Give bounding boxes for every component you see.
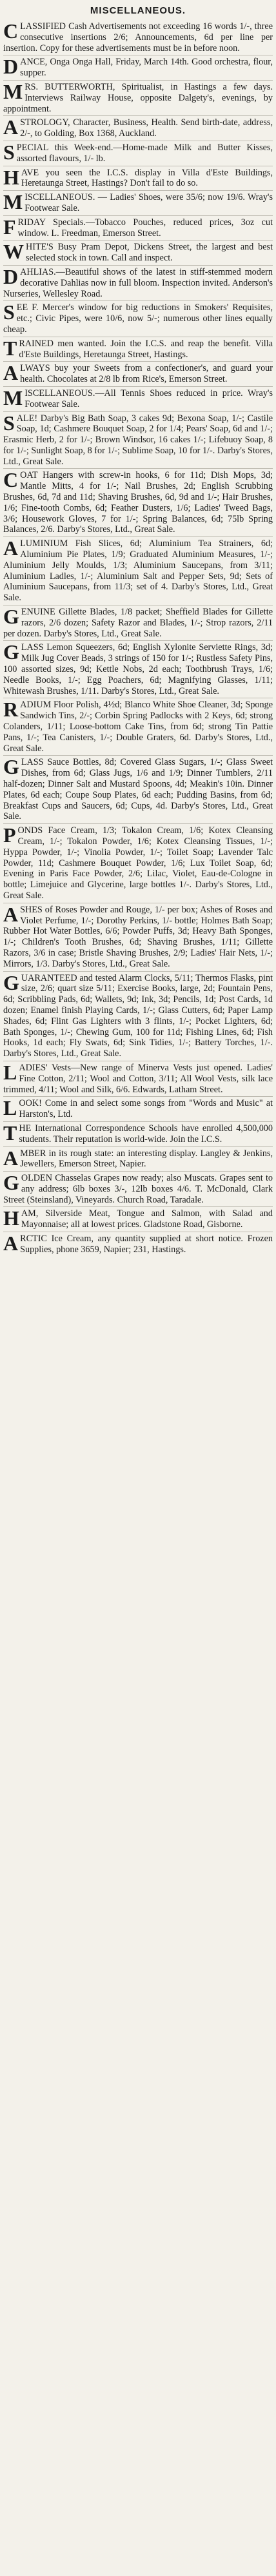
ad-text: STROLOGY, Character, Business, Health. Send birth-date, address, 2/-, to Golding, Box 1368, Auckland. <box>20 117 273 139</box>
ad-initial-letter: S <box>3 411 15 435</box>
classified-ad <box>3 141 273 166</box>
ad-initial-letter: D <box>3 264 19 288</box>
classified-ad <box>3 361 273 386</box>
ad-initial-letter: G <box>3 755 19 779</box>
classified-ad <box>3 115 273 141</box>
classified-ad <box>3 1096 273 1121</box>
ad-text: EE F. Mercer's window for big reductions in Smokers' Requisites, etc.; Civic Pipes, were 10/6, now 5/-; numerous other lines equally cheap. <box>3 302 273 335</box>
classified-ad <box>3 1121 273 1146</box>
ad-initial-letter: P <box>3 823 16 847</box>
ad-text: ISCELLANEOUS.—All Tennis Shoes reduced in price. Wray's Footwear Sale. <box>25 388 273 409</box>
ad-initial-letter: L <box>3 1096 17 1120</box>
ad-text: ONDS Face Cream, 1/3; Tokalon Cream, 1/6; Kotex Cleansing Cream, 1/-; Tokalon Powder, 1/6; Kotex Cleansing Tissues, 1/-; Hyppa Powder, 1/-; Vinolia Powder, 1/-; Toilet Soap; Lavender Talc Powder, 11d; Cashmere Bouquet Powder, 1/6; Lux Toilet Soap, 6d; Evening in Paris Face Powder, 2/6; Lilac, Violet, Eau-de-Cologne in bottle; Limejuice and Glycerine, large bottles 1/-. Darby's Stores, Ltd., Great Sale. <box>3 825 273 901</box>
ad-text: LWAYS buy your Sweets from a confectioner's, and guard your health. Chocolates at 2/8 lb from Rice's, Emerson Street. <box>20 363 273 385</box>
classified-ad <box>3 240 273 265</box>
classified-ad <box>3 1171 273 1206</box>
ad-initial-letter: L <box>3 1060 17 1084</box>
classified-ad <box>3 640 273 698</box>
ad-text: LASSIFIED Cash Advertisements not exceeding 16 words 1/-, three consecutive insertions 2/6; Announcements, 6d per line per insertion. Copy for these advertisements must be in before noon. <box>3 21 273 54</box>
classified-ad <box>3 536 273 605</box>
ad-text: UARANTEED and tested Alarm Clocks, 5/11; Thermos Flasks, pint size, 2/6; quart size 5/11; Exercise Books, large, 2d; Fountain Pens, 6d; Scribbling Pads, 6d; Wallets, 9d; Ink, 3d; Pencils, 1d; Post Cards, 1d dozen; Enamel finish Playing Cards, 1/-; Glass Cutters, 6d; Paper Lamp Shades, 6d; Flint Gas Lighters with 3 flints, 1/-; Pocket Lighters, 6d; Bath Sponges, 1/-; Chewing Gum, 100 for 11d; Fishing Lines, 6d; Fish Hooks, 1d each; Fly Swats, 6d; Sink Tidies, 1/-; Battery Torches, 1/-. Darby's Stores, Ltd., Great Sale. <box>3 972 273 1059</box>
ad-initial-letter: F <box>3 215 16 239</box>
ad-text: HITE'S Busy Pram Depot, Dickens Street, the largest and best selected stock in town. Call and inspect. <box>26 242 273 264</box>
ad-initial-letter: T <box>3 1121 17 1145</box>
classified-ad <box>3 215 273 241</box>
classified-ad <box>3 1232 273 1257</box>
classified-ad <box>3 1061 273 1096</box>
ad-text: SHES of Roses Powder and Rouge, 1/- per box; Ashes of Roses and Violet Perfume, 1/-; Dorothy Perkins, 1/- bottle; Holmes Bath Soap; Rubber Hot Water Bottles, 6/6; Powder Puffs, 3d; Heavy Bath Sponges, 1/-; Children's Tooth Brushes, 6d; Shaving Brushes, 1/11; Gillette Razors, 3/6 in case; Bristle Shaving Brushes, 2/9; Ladies' Hair Nets, 1/-; Mirrors, 1/3. Darby's Stores, Ltd., Great Sale. <box>3 904 273 969</box>
classified-ad <box>3 337 273 362</box>
ad-text: ADIUM Floor Polish, 4½d; Blanco White Shoe Cleaner, 3d; Sponge Sandwich Tins, 2/-; Corbin Spring Padlocks with 2 Keys, 6d; strong Colanders, 1/11; Loose-bottom Cake Tins, from 6d; strong Tin Pattie Pans, 1/-; Tea Canisters, 1/-; Double Graters, 6d. Darby's Stores, Ltd., Great Sale. <box>3 700 273 754</box>
ad-initial-letter: G <box>3 1171 19 1195</box>
ad-text: RIDAY Specials.—Tobacco Pouches, reduced prices, 3oz cut window. L. Freedman, Emerson Street. <box>17 217 273 239</box>
ad-initial-letter: S <box>3 140 15 164</box>
ad-text: LASS Sauce Bottles, 8d; Covered Glass Sugars, 1/-; Glass Sweet Dishes, from 6d; Glass Jugs, 1/6 and 1/9; Dinner Tumblers, 2/11 half-dozen; Dinner Salt and Mustard Spoons, 4d; Meakin's 10in. Dinner Plates, 6d each; Coupe Soup Plates, 6d each; Pudding Basins, from 6d; Breakfast Cups and Saucers, 6d; Cups, 4d. Darby's Stores, Ltd., Great Sale. <box>3 757 273 822</box>
classified-ad <box>3 823 273 903</box>
ad-text: ISCELLANEOUS. — Ladies' Shoes, were 35/6; now 19/6. Wray's Footwear Sale. <box>25 192 273 213</box>
classified-ad <box>3 166 273 191</box>
classified-ad <box>3 55 273 80</box>
ad-text: OOK! Come in and select some songs from "Words and Music" at Harston's, Ltd. <box>19 1098 273 1120</box>
ad-initial-letter: A <box>3 1232 19 1255</box>
ad-text: AVE you seen the I.C.S. display in Villa d'Este Buildings, Heretaunga Street, Hastings? Don't fail to do so. <box>21 167 273 189</box>
classified-ad <box>3 903 273 971</box>
ad-initial-letter: A <box>3 1146 19 1170</box>
ad-initial-letter: G <box>3 640 19 664</box>
ad-text: OLDEN Chasselas Grapes now ready; also Muscats. Grapes sent to any address; 6lb boxes 3/-, 12lb boxes 4/6. T. McDonald, Clark Street (Steinsland), Vineyards. Church Road, Taradale. <box>3 1173 273 1205</box>
section-heading: MISCELLANEOUS. <box>90 5 186 16</box>
ad-initial-letter: C <box>3 468 19 492</box>
ad-text: PECIAL this Week-end.—Home-made Milk and Butter Kisses, assorted flavours, 1/- lb. <box>16 142 273 164</box>
ad-text: OAT Hangers with screw-in hooks, 6 for 11d; Dish Mops, 3d; Mantle Mitts, 4 for 1/-; Nail Brushes, 2d; English Scrubbing Brushes, 6d, 7d and 11d; Shaving Brushes, 6d, 9d and 1/-; Hair Brushes, 1/6; Fine-tooth Combs, 6d; Feather Dusters, 1/6; Ladies' Tweed Bags, 3/6; Housework Gloves, 7 for 1/-; Spring Balances, 6d; 75lb Spring Balances, 2/6. Darby's Stores, Ltd., Great Sale. <box>3 470 273 535</box>
ad-text: RS. BUTTERWORTH, Spiritualist, in Hastings a few days. Interviews Railway House, opposite Dalgety's, evenings, by appointment. <box>3 81 273 114</box>
ad-text: HE International Correspondence Schools have enrolled 4,500,000 students. Their reputation is world-wide. Join the I.C.S. <box>19 1123 273 1145</box>
ad-text: LASS Lemon Squeezers, 6d; English Xylonite Serviette Rings, 3d; Milk Jug Cover Beads, 3 strings of 150 for 1/-; Rustless Safety Pins, 100 assorted sizes, 9d; Kettle Nobs, 2d each; Toothbrush Trays, 1/6; Needle Books, 1/-; Egg Poachers, 6d; Magnifying Glasses, 1/11; Whitewash Brushes, 1/11. Darby's Stores, Ltd., Great Sale. <box>3 642 273 696</box>
ad-text: ALE! Darby's Big Bath Soap, 3 cakes 9d; Bexona Soap, 1/-; Castile Soap, 1d; Cashmere Bouquet Soap, 2 for 1/4; Pears' Soap, 6d and 1/-; Erasmic Herb, 2 for 1/-; Brown Windsor, 16 cakes 1/-; Lifebuoy Soap, 8 for 1/-; Sunlight Soap, 8 for 1/-; Sublime Soap, 10 for 1/-. Darby's Stores, Ltd., Great Sale. <box>3 413 273 467</box>
ad-initial-letter: H <box>3 165 19 189</box>
ad-initial-letter: M <box>3 79 23 103</box>
classified-ad <box>3 1146 273 1172</box>
ad-initial-letter: H <box>3 1206 19 1230</box>
classified-ad <box>3 190 273 215</box>
ad-text: ENUINE Gillette Blades, 1/8 packet; Sheffield Blades for Gillette razors, 2/6 dozen; Safety Razor and Blades, 1/-; Strop razors, 2/11 per dozen. Darby's Stores, Ltd., Great Sale. <box>3 607 273 639</box>
ad-initial-letter: D <box>3 55 19 79</box>
classified-ad <box>3 1206 273 1232</box>
classified-ad <box>3 411 273 469</box>
classified-ad <box>3 468 273 536</box>
ad-text: AHLIAS.—Beautiful shows of the latest in stiff-stemmed modern decorative Dahlias now in full bloom. Inspection invited. Anderson's Nurseries, Wellesley Road. <box>3 266 273 299</box>
ad-text: ANCE, Onga Onga Hall, Friday, March 14th. Good orchestra, flour, supper. <box>20 57 273 79</box>
ad-initial-letter: S <box>3 300 15 324</box>
classified-ads-list <box>3 20 273 1257</box>
ad-text: ADIES' Vests—New range of Minerva Vests just opened. Ladies' Fine Cotton, 2/11; Wool and Cotton, 3/11; All Wool Vests, silk lace trimmed, 4/11; Wool and Silk, 6/6. Edwards, Latham Street. <box>3 1062 273 1095</box>
ad-text: RCTIC Ice Cream, any quantity supplied at short notice. Frozen Supplies, phone 3659, Napier; 231, Hastings. <box>20 1234 273 1255</box>
ad-initial-letter: G <box>3 605 19 629</box>
classified-ad <box>3 971 273 1061</box>
ad-initial-letter: W <box>3 240 24 264</box>
ad-initial-letter: M <box>3 386 23 409</box>
ad-initial-letter: A <box>3 361 19 385</box>
classified-ad <box>3 265 273 300</box>
ad-text: RAINED men wanted. Join the I.C.S. and reap the benefit. Villa d'Este Buildings, Heretaunga Street, Hastings. <box>19 338 273 360</box>
ad-text: AM, Silverside Meat, Tongue and Salmon, with Salad and Mayonnaise; all at lowest prices. Gladstone Road, Gisborne. <box>21 1208 273 1230</box>
classified-ad <box>3 605 273 640</box>
classified-ad <box>3 386 273 411</box>
classified-ad <box>3 698 273 755</box>
ad-text: LUMINIUM Fish Slices, 6d; Aluminium Tea Strainers, 6d; Aluminium Pie Plates, 1/9; Graduated Aluminium Measures, 1/-; Aluminium Jelly Moulds, 1/3; Aluminium Saucepans, from 3/11; Aluminium Ladles, 1/-; Aluminium Salt and Pepper Sets, 9d; Sets of Aluminium Saucepans, from 11/3; set of 4. Darby's Stores, Ltd., Great Sale. <box>3 538 273 604</box>
ad-initial-letter: A <box>3 536 19 560</box>
ad-initial-letter: C <box>3 19 19 43</box>
ad-text: MBER in its rough state: an interesting display. Langley & Jenkins, Jewellers, Emerson Street, Napier. <box>20 1148 273 1170</box>
ad-initial-letter: T <box>3 336 17 360</box>
ad-initial-letter: R <box>3 698 19 722</box>
ad-initial-letter: M <box>3 190 23 214</box>
classified-ad <box>3 80 273 115</box>
classified-ad <box>3 755 273 823</box>
classified-ad <box>3 300 273 336</box>
ad-initial-letter: G <box>3 970 19 994</box>
ad-initial-letter: A <box>3 115 19 139</box>
ad-initial-letter: A <box>3 902 19 926</box>
classified-ad <box>3 20 273 55</box>
